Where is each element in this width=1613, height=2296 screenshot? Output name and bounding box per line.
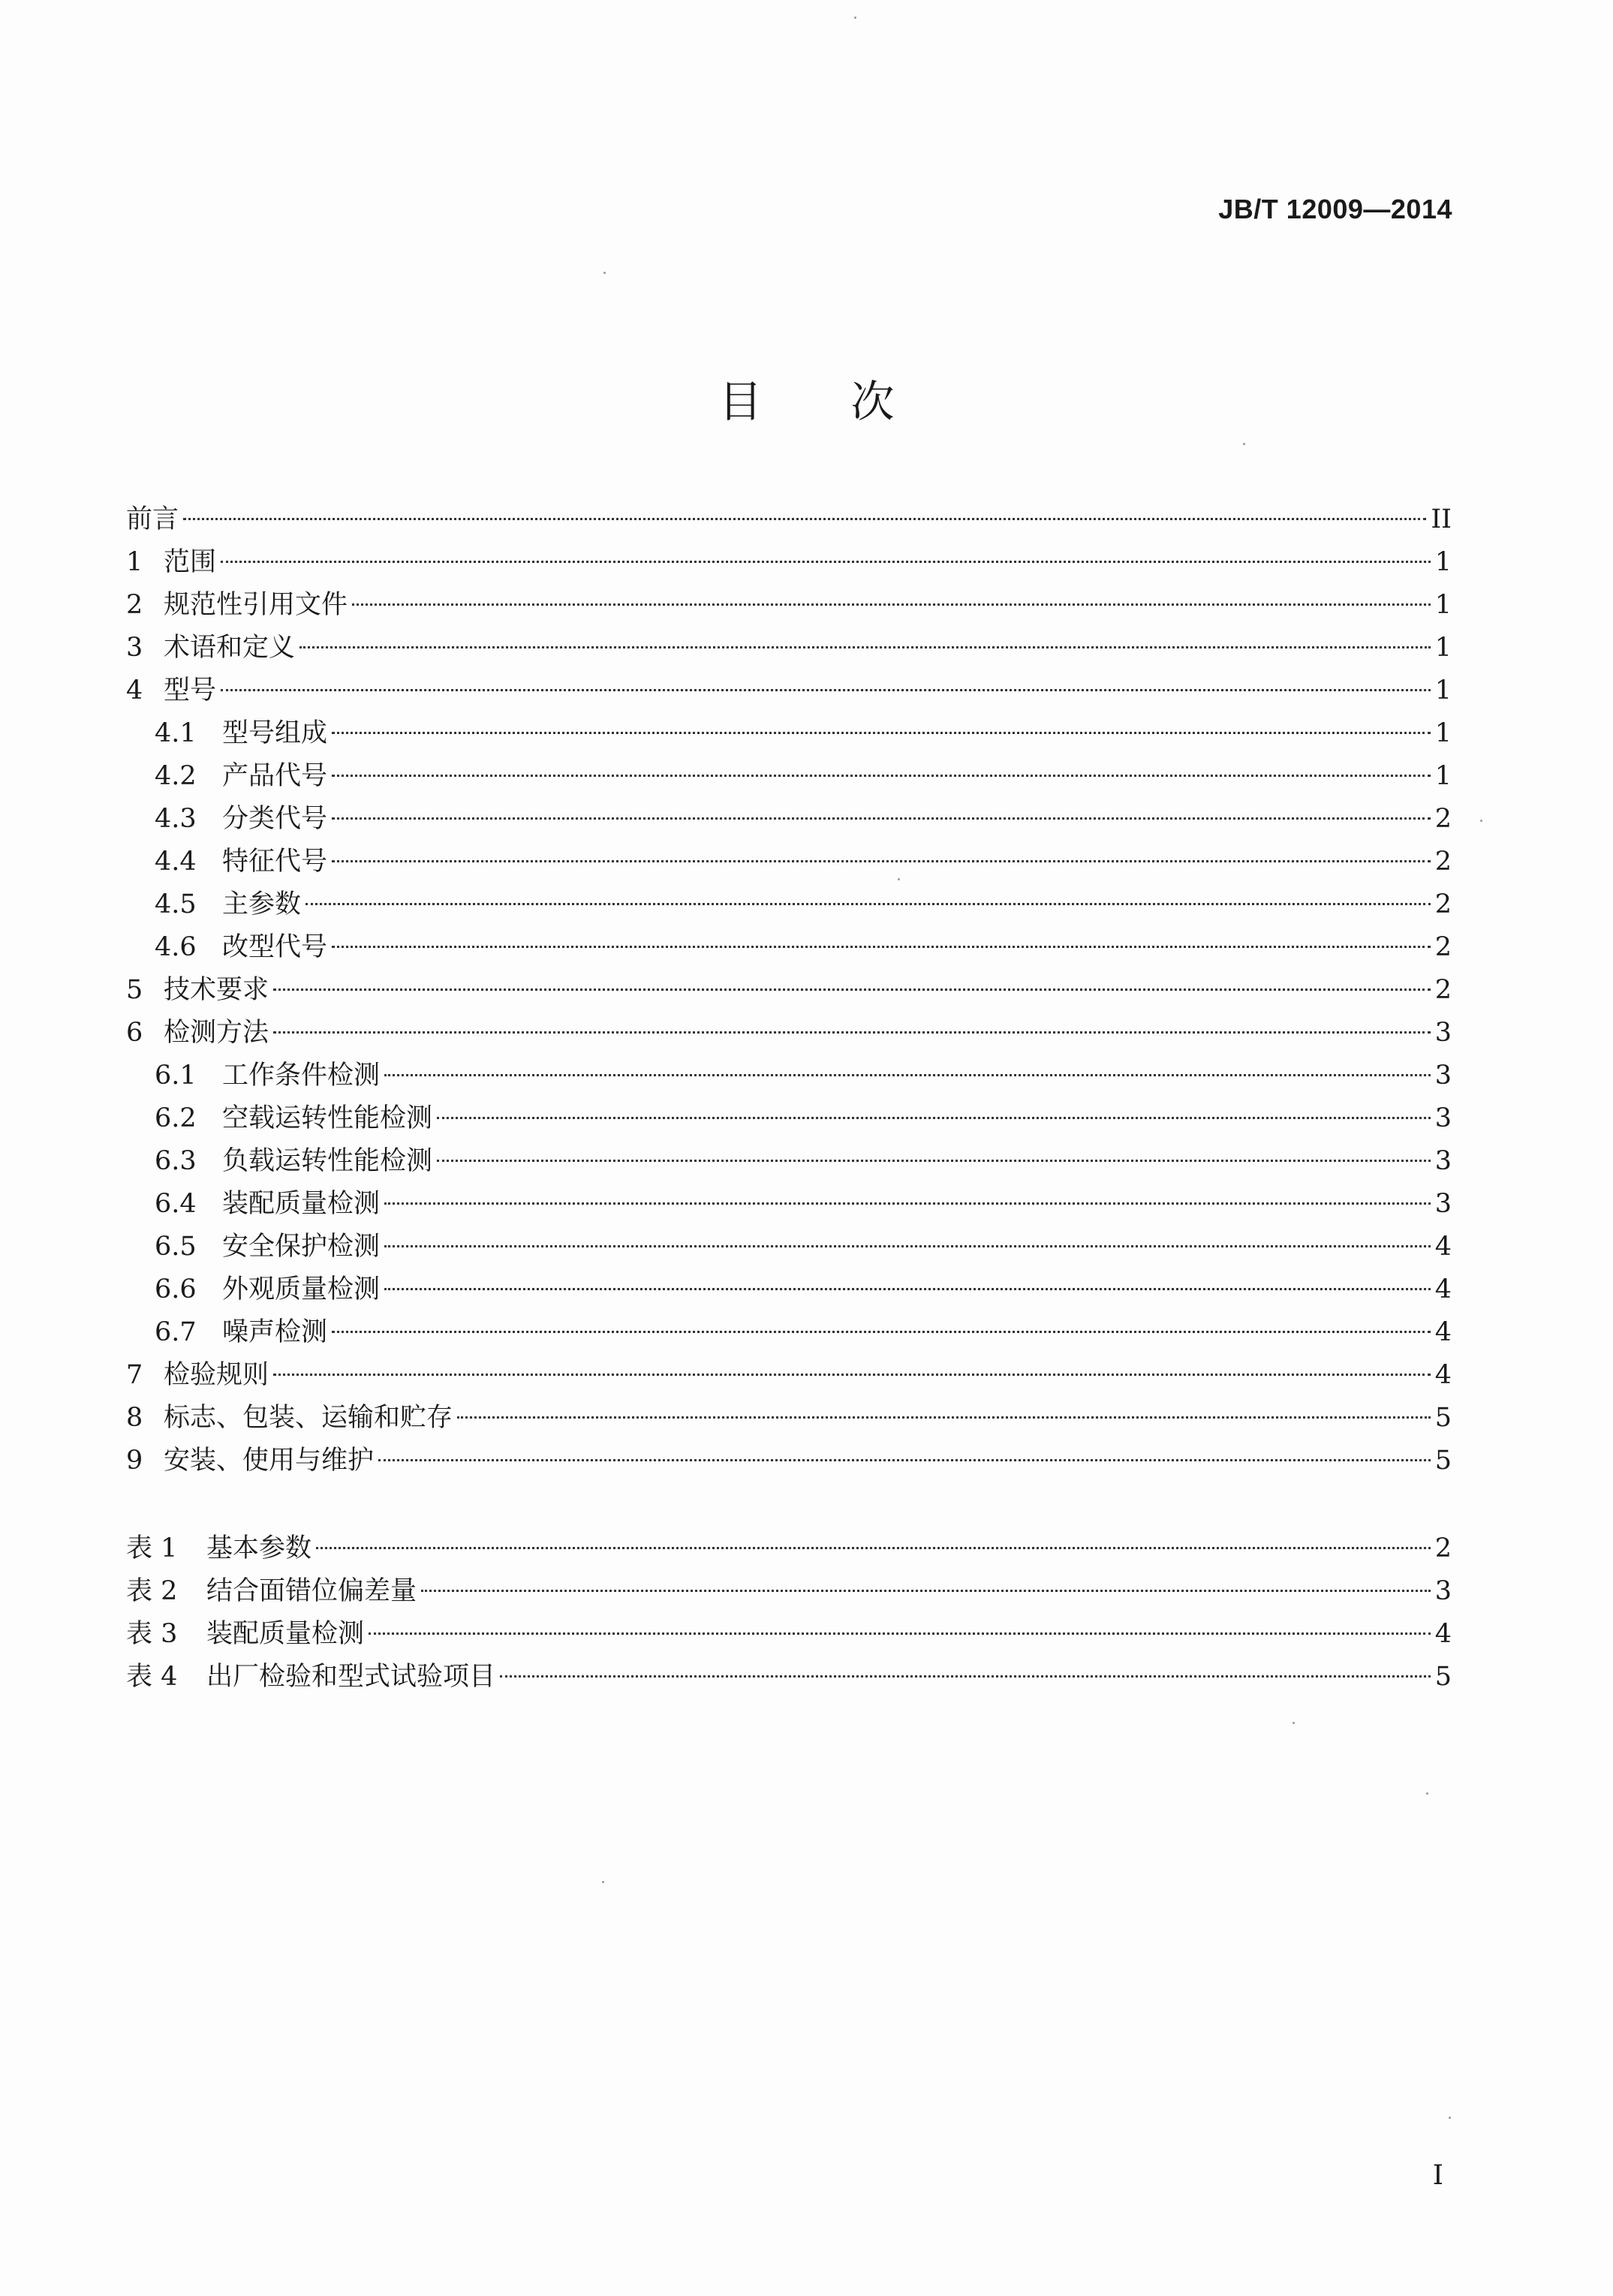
toc-entry-foreword[interactable] — [126, 498, 1452, 541]
dot-leader — [384, 1202, 1431, 1205]
toc-number: 9 — [126, 1446, 143, 1476]
dot-leader — [421, 1590, 1431, 1592]
toc-page: 3 — [1434, 1061, 1452, 1091]
table-number: 表 2 — [126, 1576, 178, 1606]
toc-entry[interactable] — [126, 541, 1452, 584]
table-number: 表 1 — [126, 1533, 178, 1563]
toc-page: 4 — [1434, 1619, 1452, 1649]
page-number: I — [1432, 2160, 1443, 2191]
standard-code: JB/T 12009—2014 — [1218, 194, 1452, 224]
toc-page: 1 — [1434, 547, 1452, 577]
scan-speck — [1426, 1792, 1428, 1795]
dot-leader — [273, 1031, 1431, 1034]
toc-subentry[interactable] — [126, 712, 1452, 755]
toc-label: 外观质量检测 — [222, 1274, 381, 1304]
dot-leader — [384, 1245, 1431, 1247]
toc-subentry[interactable] — [126, 1097, 1452, 1140]
dot-leader — [273, 989, 1431, 991]
toc-page: 1 — [1434, 633, 1452, 663]
toc-page: 2 — [1434, 1533, 1452, 1563]
dot-leader — [369, 1632, 1431, 1635]
toc-label: 技术要求 — [164, 975, 269, 1005]
dot-leader — [316, 1547, 1431, 1549]
toc-number: 5 — [126, 975, 143, 1005]
dot-leader — [457, 1416, 1431, 1419]
dot-leader — [332, 732, 1431, 734]
dot-leader — [378, 1459, 1431, 1461]
toc-label: 检测方法 — [164, 1018, 269, 1048]
toc-label: 主参数 — [222, 889, 302, 919]
toc-number: 6.1 — [155, 1061, 197, 1091]
toc-label: 安全保护检测 — [222, 1232, 381, 1262]
toc-entry[interactable] — [126, 1012, 1452, 1055]
toc-label: 产品代号 — [222, 761, 328, 791]
toc-page: 2 — [1434, 847, 1452, 877]
toc-page: 3 — [1434, 1189, 1452, 1219]
toc-entry[interactable] — [126, 670, 1452, 712]
dot-leader — [183, 518, 1426, 520]
toc-page: 3 — [1434, 1576, 1452, 1606]
toc-page: 2 — [1434, 889, 1452, 919]
toc-entry[interactable] — [126, 1397, 1452, 1440]
toc-page: 2 — [1434, 932, 1452, 962]
dot-leader — [221, 561, 1431, 563]
toc-page: 5 — [1434, 1446, 1452, 1476]
toc-number: 4.6 — [155, 932, 197, 962]
toc-subentry[interactable] — [126, 1226, 1452, 1268]
scan-speck — [603, 272, 606, 274]
toc-number: 6.4 — [155, 1189, 197, 1219]
dot-leader — [332, 817, 1431, 820]
toc-number: 6.2 — [155, 1103, 197, 1133]
scan-speck — [1293, 1722, 1295, 1724]
toc-label: 型号组成 — [222, 718, 328, 748]
toc-label: 改型代号 — [222, 932, 328, 962]
toc-page: 1 — [1434, 718, 1452, 748]
toc-subentry[interactable] — [126, 883, 1452, 926]
toc-number: 4.4 — [155, 847, 197, 877]
scan-speck — [1243, 443, 1245, 445]
toc-table-entry[interactable] — [126, 1656, 1452, 1699]
toc-label: 装配质量检测 — [206, 1619, 365, 1649]
toc-label: 负载运转性能检测 — [222, 1146, 433, 1176]
toc-page: 2 — [1434, 804, 1452, 834]
toc-page: 3 — [1434, 1018, 1452, 1048]
toc-label: 范围 — [164, 547, 217, 577]
toc-entry[interactable] — [126, 969, 1452, 1012]
table-of-contents — [126, 498, 1452, 1699]
toc-number: 6.3 — [155, 1146, 197, 1176]
toc-page: 5 — [1434, 1403, 1452, 1433]
section-gap — [126, 1482, 1452, 1527]
toc-page: 2 — [1434, 975, 1452, 1005]
toc-subentry[interactable] — [126, 1183, 1452, 1226]
toc-label: 基本参数 — [206, 1533, 312, 1563]
toc-subentry[interactable] — [126, 926, 1452, 969]
toc-label: 标志、包装、运输和贮存 — [164, 1403, 453, 1433]
toc-label: 规范性引用文件 — [164, 590, 348, 620]
toc-table-entry[interactable] — [126, 1570, 1452, 1613]
toc-number: 4.3 — [155, 804, 197, 834]
dot-leader — [273, 1374, 1431, 1376]
dot-leader — [384, 1074, 1431, 1076]
toc-page: 4 — [1434, 1360, 1452, 1390]
scan-speck — [854, 17, 856, 19]
toc-page: 3 — [1434, 1103, 1452, 1133]
toc-page: II — [1431, 504, 1452, 534]
toc-label: 分类代号 — [222, 804, 328, 834]
toc-label: 安装、使用与维护 — [164, 1446, 375, 1476]
toc-entry[interactable] — [126, 1354, 1452, 1397]
scan-speck — [898, 878, 900, 880]
toc-subentry[interactable] — [126, 1268, 1452, 1311]
toc-table-entry[interactable] — [126, 1527, 1452, 1570]
table-number: 表 4 — [126, 1662, 178, 1692]
dot-leader — [352, 603, 1431, 606]
dot-leader — [332, 1331, 1431, 1333]
toc-entry[interactable] — [126, 584, 1452, 627]
toc-subentry[interactable] — [126, 755, 1452, 798]
scan-speck — [602, 1881, 604, 1883]
toc-label: 结合面错位偏差量 — [206, 1576, 417, 1606]
toc-subentry[interactable] — [126, 1140, 1452, 1183]
toc-page: 1 — [1434, 590, 1452, 620]
scan-speck — [1480, 820, 1482, 822]
toc-number: 4.2 — [155, 761, 197, 791]
toc-label: 检验规则 — [164, 1360, 269, 1390]
toc-number: 4.5 — [155, 889, 197, 919]
toc-subentry[interactable] — [126, 841, 1452, 883]
toc-page: 3 — [1434, 1146, 1452, 1176]
toc-label: 空载运转性能检测 — [222, 1103, 433, 1133]
toc-number: 4.1 — [155, 718, 197, 748]
toc-number: 6 — [126, 1018, 143, 1048]
toc-label: 型号 — [164, 676, 217, 706]
toc-entry[interactable] — [126, 627, 1452, 670]
dot-leader — [299, 646, 1431, 648]
page-title: 目次 — [718, 376, 983, 427]
toc-page: 5 — [1434, 1662, 1452, 1692]
dot-leader — [305, 903, 1431, 905]
toc-label: 噪声检测 — [222, 1317, 328, 1347]
toc-number: 2 — [126, 590, 143, 620]
toc-subentry[interactable] — [126, 1055, 1452, 1097]
toc-label: 术语和定义 — [164, 633, 296, 663]
toc-number: 1 — [126, 547, 143, 577]
toc-page: 4 — [1434, 1317, 1452, 1347]
toc-label: 特征代号 — [222, 847, 328, 877]
toc-subentry[interactable] — [126, 1311, 1452, 1354]
toc-number: 6.7 — [155, 1317, 197, 1347]
dot-leader — [332, 860, 1431, 862]
toc-label: 工作条件检测 — [222, 1061, 381, 1091]
toc-label: 装配质量检测 — [222, 1189, 381, 1219]
toc-subentry[interactable] — [126, 798, 1452, 841]
toc-page: 4 — [1434, 1274, 1452, 1304]
toc-number: 6.6 — [155, 1274, 197, 1304]
toc-page: 1 — [1434, 676, 1452, 706]
toc-page: 1 — [1434, 761, 1452, 791]
scan-speck — [1449, 2117, 1451, 2119]
dot-leader — [437, 1117, 1431, 1119]
toc-table-entry[interactable] — [126, 1613, 1452, 1656]
dot-leader — [384, 1288, 1431, 1290]
dot-leader — [332, 946, 1431, 948]
dot-leader — [332, 775, 1431, 777]
toc-number: 8 — [126, 1403, 143, 1433]
toc-label: 前言 — [126, 504, 179, 534]
toc-entry[interactable] — [126, 1440, 1452, 1482]
table-number: 表 3 — [126, 1619, 178, 1649]
toc-page: 4 — [1434, 1232, 1452, 1262]
dot-leader — [500, 1675, 1431, 1678]
dot-leader — [221, 689, 1431, 691]
toc-label: 出厂检验和型式试验项目 — [206, 1662, 496, 1692]
toc-number: 3 — [126, 633, 143, 663]
toc-number: 7 — [126, 1360, 143, 1390]
toc-number: 4 — [126, 676, 143, 706]
toc-number: 6.5 — [155, 1232, 197, 1262]
dot-leader — [437, 1160, 1431, 1162]
